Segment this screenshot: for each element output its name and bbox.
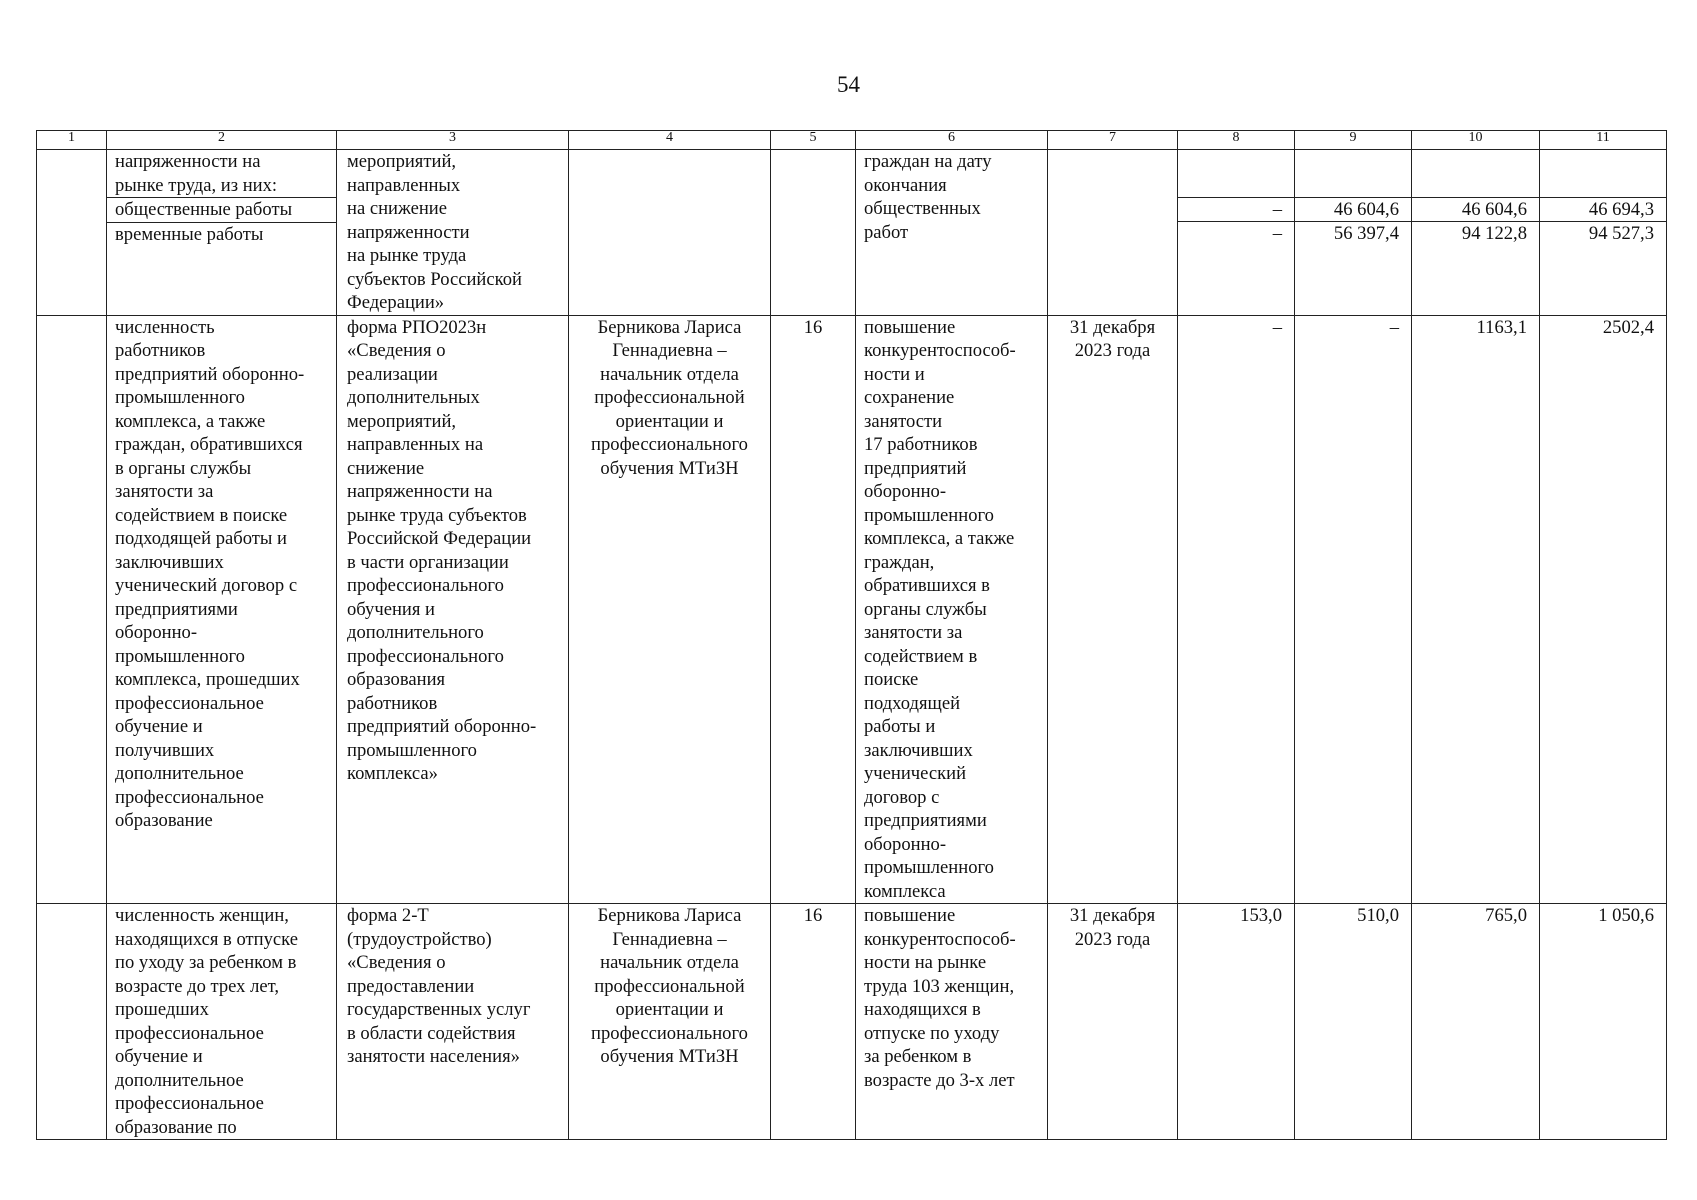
source-form-text: форма 2-Т (трудоустройство) «Сведения о предоставлении государственных услуг в области содействия занятости населения»	[347, 905, 531, 1067]
column-number: 4	[569, 131, 771, 150]
table-cell	[1048, 904, 1178, 1140]
value-cell: 46 604,6	[1412, 197, 1539, 221]
table-cell	[37, 315, 107, 904]
source-form-text: форма РПО2023н «Сведения о реализации дополнительных мероприятий, направленных на снижение напряженности на рынке труда субъектов Российской Федерации в части организации профессионального обучения и дополнительного профессионального образования работников предприятий оборонно- промышленного комплекса»	[347, 316, 537, 784]
table-cell	[569, 904, 771, 1140]
code-value: 16	[803, 316, 823, 338]
table-cell	[1048, 150, 1178, 316]
indicator-text: напряженности на рынке труда, из них:	[115, 151, 278, 196]
table-cell	[856, 904, 1048, 1140]
value-cell: 46 694,3	[1540, 197, 1666, 221]
table-cell	[1295, 150, 1412, 316]
table-cell	[771, 315, 856, 904]
value-cell: –	[1178, 197, 1294, 221]
result-text: повышение конкурентоспособ- ности на рынке труда 103 женщин, находящихся в отпуске по уходу за ребенком в возрасте до 3-х лет	[864, 905, 1016, 1091]
table-cell	[337, 315, 569, 904]
value-cell: –	[1178, 221, 1294, 308]
value-cell: –	[1178, 315, 1295, 904]
column-number: 8	[1178, 131, 1295, 150]
column-number: 7	[1048, 131, 1178, 150]
source-form-text: мероприятий, направленных на снижение напряженности на рынке труда субъектов Российской Федерации»	[347, 151, 522, 313]
column-number: 11	[1540, 131, 1667, 150]
table-cell	[1178, 150, 1295, 316]
table-row	[37, 315, 1667, 904]
indicator-text: численность женщин, находящихся в отпуске по уходу за ребенком в возрасте до трех лет, прошедших профессиональное обучение и дополнительное профессиональное образование по	[115, 905, 298, 1138]
code-value: 16	[803, 905, 823, 926]
report-table	[36, 130, 1667, 1140]
column-number: 10	[1412, 131, 1540, 150]
column-number: 2	[107, 131, 337, 150]
result-text: повышение конкурентоспособ- ности и сохранение занятости 17 работников предприятий оборонно- промышленного комплекса, а также граждан, обратившихся в органы службы занятости за содействием в поиске подходящей работы и заключивших ученический договор с предприятиями оборонно- промышленного комплекса	[864, 316, 1016, 902]
page-number: 54	[837, 72, 860, 97]
table-cell	[569, 315, 771, 904]
responsible-person: Берникова Лариса Геннадиевна – начальник отдела профессиональной ориентации и профессионального обучения МТиЗН	[591, 316, 748, 479]
column-number: 9	[1295, 131, 1412, 150]
column-number: 6	[856, 131, 1048, 150]
value-cell: 94 122,8	[1412, 221, 1539, 308]
value-cell: 46 604,6	[1295, 197, 1411, 221]
column-number-row	[37, 131, 1667, 150]
value-cell: 1 050,6	[1540, 904, 1667, 1140]
table-cell	[1412, 150, 1540, 316]
indicator-subitem: общественные работы	[115, 199, 293, 220]
column-number: 3	[337, 131, 569, 150]
responsible-person: Берникова Лариса Геннадиевна – начальник отдела профессиональной ориентации и профессионального обучения МТиЗН	[591, 905, 748, 1067]
column-number: 5	[771, 131, 856, 150]
table-cell	[1540, 150, 1667, 316]
table-cell	[771, 904, 856, 1140]
result-text: граждан на дату окончания общественных работ	[864, 151, 992, 243]
column-number: 1	[37, 131, 107, 150]
table-cell	[37, 150, 107, 316]
table-cell	[107, 904, 337, 1140]
value-cell: 1163,1	[1412, 315, 1540, 904]
deadline-date: 31 декабря 2023 года	[1069, 316, 1156, 361]
table-cell	[569, 150, 771, 316]
table-row	[37, 904, 1667, 1140]
value-cell: 510,0	[1295, 904, 1412, 1140]
table-row	[37, 150, 1667, 316]
table-cell	[856, 150, 1048, 316]
value-cell: 765,0	[1412, 904, 1540, 1140]
indicator-text: численность работников предприятий оборонно- промышленного комплекса, а также граждан, обратившихся в органы службы занятости за содействием в поиске подходящей работы и заключивших ученический договор с предприятиями оборонно- промышленного комплекса, прошедших профессиональное обучение и получивших дополнительное профессиональное образование	[115, 316, 305, 831]
deadline-date: 31 декабря 2023 года	[1069, 905, 1156, 950]
table-cell	[107, 315, 337, 904]
value-cell: 2502,4	[1540, 315, 1667, 904]
indicator-subitem: временные работы	[115, 223, 264, 245]
table-cell	[337, 150, 569, 316]
table-cell	[37, 904, 107, 1140]
value-cell: 153,0	[1178, 904, 1295, 1140]
table-cell	[337, 904, 569, 1140]
value-cell: 56 397,4	[1295, 221, 1411, 308]
table-cell	[856, 315, 1048, 904]
value-cell: –	[1295, 315, 1412, 904]
value-cell: 94 527,3	[1540, 221, 1666, 308]
table-cell	[1048, 315, 1178, 904]
table-cell	[771, 150, 856, 316]
table-cell	[107, 150, 337, 316]
